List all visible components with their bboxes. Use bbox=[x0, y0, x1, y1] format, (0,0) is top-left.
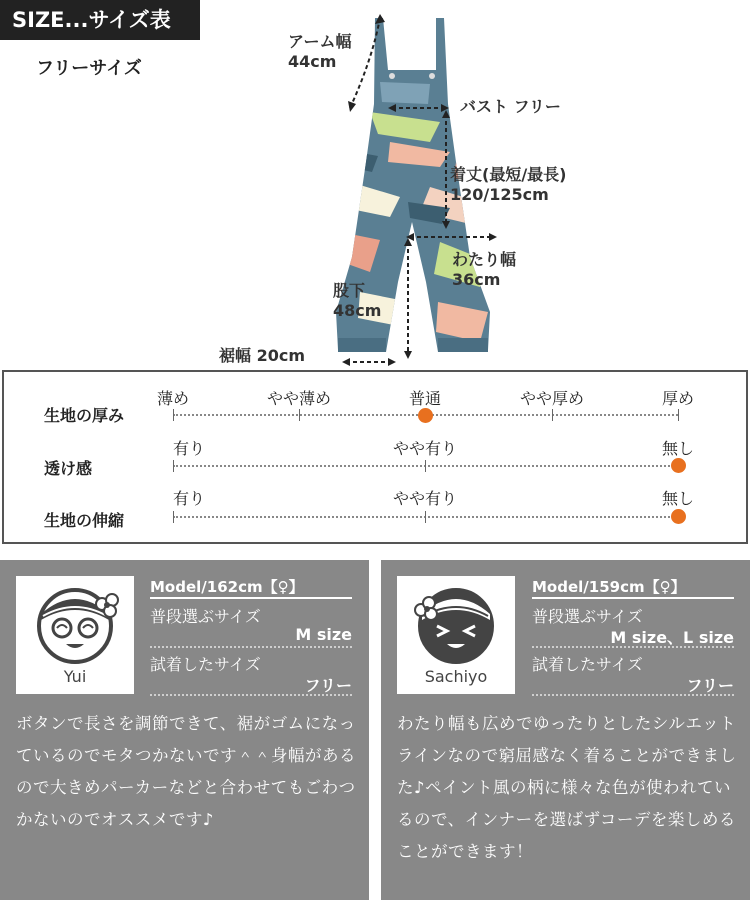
size-label: フリーサイズ bbox=[36, 58, 142, 79]
thickness-tick-label: やや薄め bbox=[266, 389, 332, 408]
usual-size-label: 普段選ぶサイズ bbox=[150, 607, 261, 626]
size-chart-tag: SIZE...サイズ表 bbox=[0, 0, 200, 40]
tried-size-label: 試着したサイズ bbox=[150, 655, 261, 674]
tried-size-value: フリー bbox=[686, 676, 734, 695]
model-dotted-divider bbox=[532, 694, 734, 696]
thickness-tick-label: 薄め bbox=[156, 389, 190, 408]
thigh-width-label: わたり幅 36cm bbox=[452, 250, 517, 289]
stretch-tick-label: 無し bbox=[661, 489, 695, 508]
scale-tick bbox=[173, 511, 174, 523]
thickness-label: 生地の厚み bbox=[44, 406, 125, 425]
stretch-label: 生地の伸縮 bbox=[44, 511, 125, 530]
scale-tick bbox=[425, 511, 426, 523]
avatar-name: Sachiyo bbox=[424, 667, 488, 686]
stretch-selected-marker bbox=[671, 509, 686, 524]
model-dotted-divider bbox=[150, 646, 352, 648]
tried-size-label: 試着したサイズ bbox=[532, 655, 643, 674]
sheerness-label: 透け感 bbox=[44, 459, 93, 478]
model-title: Model/162cm【♀】 bbox=[150, 578, 304, 596]
sheerness-tick-label: 無し bbox=[661, 439, 695, 458]
hem-width-label: 裾幅 20cm bbox=[219, 346, 305, 365]
scale-tick bbox=[678, 409, 679, 421]
sheerness-tick-label: 有り bbox=[173, 439, 206, 458]
avatar-name: Yui bbox=[63, 667, 87, 686]
stretch-tick-label: やや有り bbox=[392, 489, 458, 508]
model-comment: ボタンで長さを調節できて、裾がゴムになっているのでモタつかないです＾＾身幅があるので大きめパーカーなどと合わせてもごわつかないのでオススメです♪ bbox=[16, 714, 356, 829]
stretch-tick-label: 有り bbox=[173, 489, 206, 508]
usual-size-value: M size、L size bbox=[610, 628, 734, 647]
usual-size-label: 普段選ぶサイズ bbox=[532, 607, 643, 626]
arm-width-label: アーム幅 44cm bbox=[288, 32, 352, 71]
inseam-label: 股下 48cm bbox=[333, 281, 382, 320]
scale-tick bbox=[299, 409, 300, 421]
model-divider bbox=[532, 597, 734, 599]
thickness-tick-label: やや厚め bbox=[519, 389, 585, 408]
scale-tick bbox=[552, 409, 553, 421]
model-title: Model/159cm【♀】 bbox=[532, 578, 686, 596]
tried-size-value: フリー bbox=[304, 676, 352, 695]
model-divider bbox=[150, 597, 352, 599]
thickness-tick-label: 普通 bbox=[408, 389, 442, 408]
usual-size-value: M size bbox=[295, 625, 352, 644]
scale-tick bbox=[425, 460, 426, 472]
thickness-tick-label: 厚め bbox=[661, 389, 695, 408]
scale-tick bbox=[173, 409, 174, 421]
scale-tick bbox=[173, 460, 174, 472]
sheerness-tick-label: やや有り bbox=[392, 439, 458, 458]
thickness-selected-marker bbox=[418, 408, 433, 423]
model-comment: わたり幅も広めでゆったりとしたシルエットラインなので窮屈感なく着ることができました♪ペイント風の柄に様々な色が使われているので、インナーを選ばずコーデを楽しめることができます！ bbox=[397, 714, 737, 861]
sheerness-selected-marker bbox=[671, 458, 686, 473]
model-dotted-divider bbox=[532, 646, 734, 648]
length-label: 着丈(最短/最長) 120/125cm bbox=[450, 165, 567, 204]
bust-label: バスト フリー bbox=[460, 97, 561, 116]
model-dotted-divider bbox=[150, 694, 352, 696]
